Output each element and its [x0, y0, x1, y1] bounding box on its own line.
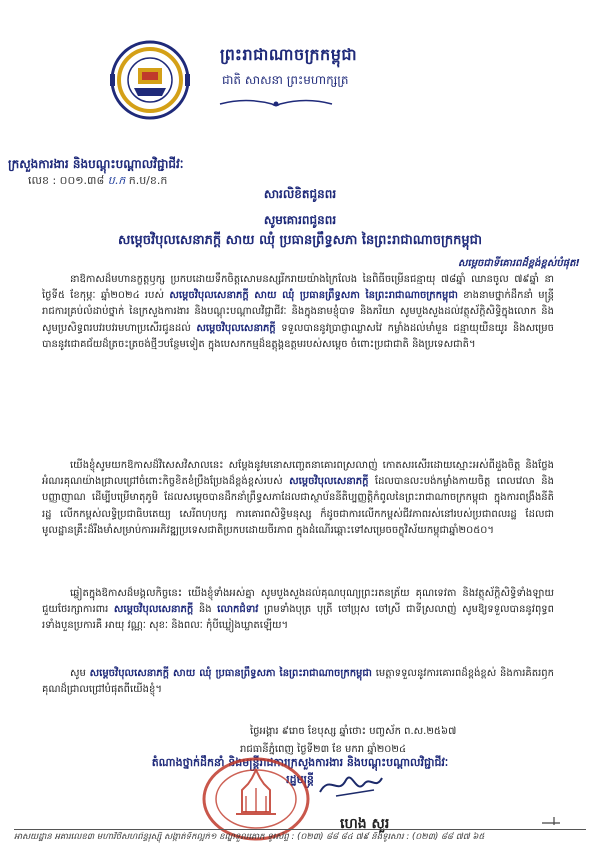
footer-address: អាសយដ្ឋាន អគារលេខ៣ មហាវិថីសហព័ន្ធរុស្ស៊ី សង្កាត់ទឹកល្អក់១ ខណ្ឌទួលគោក ទូរស័ព្ទ : (០២៣) ៨៨ ៨៤ ៧៩ និងទូរសារ : (០២៣) ៨៨ ៧៧ ៦៥ — [14, 832, 485, 842]
p1-honorific: សម្តេចវិបុលសេនាភក្តី សាយ ឈុំ ប្រធានព្រឹទ្ធសភា នៃព្រះរាជាណាចក្រកម្ពុជា — [169, 290, 458, 302]
national-motto: ជាតិ សាសនា ព្រះមហាក្សត្រ — [222, 73, 349, 87]
footer-rule — [14, 829, 586, 830]
reference-label: លេខ : — [28, 174, 57, 187]
paragraph-1 — [42, 272, 554, 353]
reference-handwritten: ប.ក — [107, 174, 126, 187]
message-title: សារលិខិតជូនពរ — [263, 187, 337, 201]
reference-suffix: ក.ប/ខ.ក — [128, 174, 168, 187]
recipient-line: សម្តេចវិបុលសេនាភក្តី សាយ ឈុំ ប្រធានព្រឹទ្ធសភា នៃព្រះរាជាណាចក្រកម្ពុជា — [118, 233, 482, 248]
p2-honorific: សម្តេចវិបុលសេនាភក្តី — [289, 476, 369, 488]
p1-text-b: ខាងនាមថ្នាក់ដឹកនាំ មន្ត្រីរាជការគ្រប់លំដាប់ថ្នាក់ នៃក្រសួងការងារ និងបណ្តុះបណ្តាលវិជ្ជាជីវៈ និងក្នុងនាមខ្ញុំបាទ និងភរិយា សូមបួងសួងដល់វត្ថុស័ក្តិសិទ្ធិក្នុងលោក និងសូមប្រសិទ្ធពរបវរបវរមហាប្រសើរជូនដល់ — [42, 290, 554, 334]
p1-text-c: ទទួលបាននូវប្រាជ្ញាឈ្លាសវៃ កម្លាំងដល់មាំមួន ជន្មាយុយឺនយូរ និងសម្រេចបាននូវជោគជ័យដ៏ត្រចះត្រចង់ថ្មីៗបន្ថែមទៀត ក្នុងបេសកកម្មដ៏ឧត្តុង្គឧត្តមរបស់សម្តេច ចំពោះប្រជាជាតិ និងប្រទេសជាតិ។ — [42, 322, 554, 350]
p3-text-a: ឆ្លៀតក្នុងឱកាសដ៏មង្គលកិច្ចនេះ យើងខ្ញុំទាំងអស់គ្នា សូមបួងសួងដល់គុណបុណ្យព្រះរតនត្រ័យ គុណទេវតា និងវត្ថុស័ក្តិសិទ្ធិទាំងឡាយ ជួយថែរក្សាការពារ — [42, 588, 554, 616]
signer-role: រដ្ឋមន្ត្រី — [286, 773, 314, 786]
civil-date: រាជធានីភ្នំពេញ ថ្ងៃទី២៣ ខែ មករា ឆ្នាំ២០២៤ — [240, 744, 407, 755]
paragraph-3 — [42, 586, 554, 635]
p2-text-a: យើងខ្ញុំសូមយកឱកាសដ៏វិសេសវិសាលនេះ សម្តែងនូវមនោសញ្ចេតនាគោរពស្រលាញ់ កោតសរសើរដោយស្មោះអស់ពីដួងចិត្ត និងថ្លែងអំណរគុណយ៉ាងជ្រាលជ្រៅចំពោះកិច្ចខិតខំប្រឹងប្រែងដ៏ខ្ពង់ខ្ពស់របស់ — [42, 460, 554, 488]
salutation: សម្តេចជាទីគោរពដ៏ខ្ពង់ខ្ពស់បំផុត! — [458, 258, 580, 269]
p1-text-a: នាឱកាសដ៏មហានក្ខត្តឫក្ស ប្រកបដោយទឹកចិត្តសោមនស្សរីករាយយ៉ាងក្រៃលែង នៃពិធីចម្រើនជន្មាយុ ៧៨ឆ្នាំ ឈានចូល ៧៩ឆ្នាំ នាថ្ងៃទី៥ ខែកុម្ភៈ ឆ្នាំ២០២៤ របស់ — [42, 274, 554, 302]
corner-mark — [540, 812, 570, 826]
paragraph-2 — [42, 458, 554, 539]
p3-honorific-2: លោកជំទាវ — [217, 604, 259, 616]
p3-text-b: និង — [198, 604, 212, 616]
p4-honorific: សម្តេចវិបុលសេនាភក្តី សាយ ឈុំ ប្រធានព្រឹទ្ធសភា នៃព្រះរាជាណាចក្រកម្ពុជា — [89, 668, 372, 679]
ministry-name: ក្រសួងការងារ និងបណ្តុះបណ្តាលវិជ្ជាជីវៈ — [8, 157, 184, 171]
ministry-logo — [104, 38, 196, 124]
p2-text-b: ដែលបានលះបង់កម្លាំងកាយចិត្ត ពេលវេលា និងបញ្ញាញាណ ដើម្បីបម្រើមាតុភូមិ ដែលសម្តេចបានដឹកនាំព្រឹទ្ធសភាដែលជាស្ថាប័ននីតិប្បញ្ញត្តិកំពូលនៃព្រះរាជាណាចក្រកម្ពុជា ក្នុងការពង្រឹងនីតិរដ្ឋ លើកកម្ពស់លទ្ធិប្រជាធិបតេយ្យ សេរីពហុបក្ស ការគោរពសិទ្ធិមនុស្ស ក៏ដូចជាការលើកកម្ពស់ជីវភាពរស់នៅរបស់ប្រជាពលរដ្ឋ ដែលជាមូលដ្ឋានគ្រឹះដ៏រឹងមាំសម្រាប់ការអភិវឌ្ឍប្រទេសជាតិប្រកបដោយចីរភាព ក្នុងដំណើរឆ្ពោះទៅសម្រេចចក្ខុវិស័យកម្ពុជាឆ្នាំ២០៥០។ — [42, 476, 554, 536]
respect-line: សូមគោរពជូនពរ — [263, 213, 337, 227]
ornament-divider — [216, 96, 336, 110]
signer-title: តំណាងថ្នាក់ដឹកនាំ និងមន្ត្រីរាជការក្រសួងការងារ និងបណ្តុះបណ្តាលវិជ្ជាជីវៈ — [151, 756, 449, 769]
lunar-date: ថ្ងៃអង្គារ ៩រោច ខែបុស្ស ឆ្នាំថោះ បញ្ចស័ក ព.ស.២៥៦៧ — [250, 726, 457, 737]
signature — [316, 770, 386, 800]
paragraph-4 — [42, 666, 554, 698]
kingdom-heading: ព្រះរាជាណាចក្រកម្ពុជា — [220, 45, 358, 64]
reference-value: ០០១.៣៨ — [59, 174, 105, 187]
p3-text-c: ព្រមទាំងបុត្រ បុត្រី ចៅប្រុស ចៅស្រី ជាទីស្រលាញ់ សូមឱ្យទទួលបាននូវពុទ្ធពរទាំងបួនប្រការគឺ អាយុ វណ្ណៈ សុខៈ និងពលៈ កុំបីឃ្លៀងឃ្លាតឡើយ។ — [42, 604, 554, 632]
p4-text-a: សូម — [70, 668, 86, 679]
p3-honorific: សម្តេចវិបុលសេនាភក្តី — [113, 604, 194, 616]
signer-name: ហេង សួរ — [340, 816, 390, 832]
p4-text-b: មេត្តាទទួលនូវការគោរពដ៏ខ្ពង់ខ្ពស់ និងការគិតរឭកគុណដ៏ជ្រាលជ្រៅបំផុតពីយើងខ្ញុំ។ — [42, 668, 554, 696]
p1-honorific-2: សម្តេចវិបុលសេនាភក្តី — [196, 322, 276, 334]
